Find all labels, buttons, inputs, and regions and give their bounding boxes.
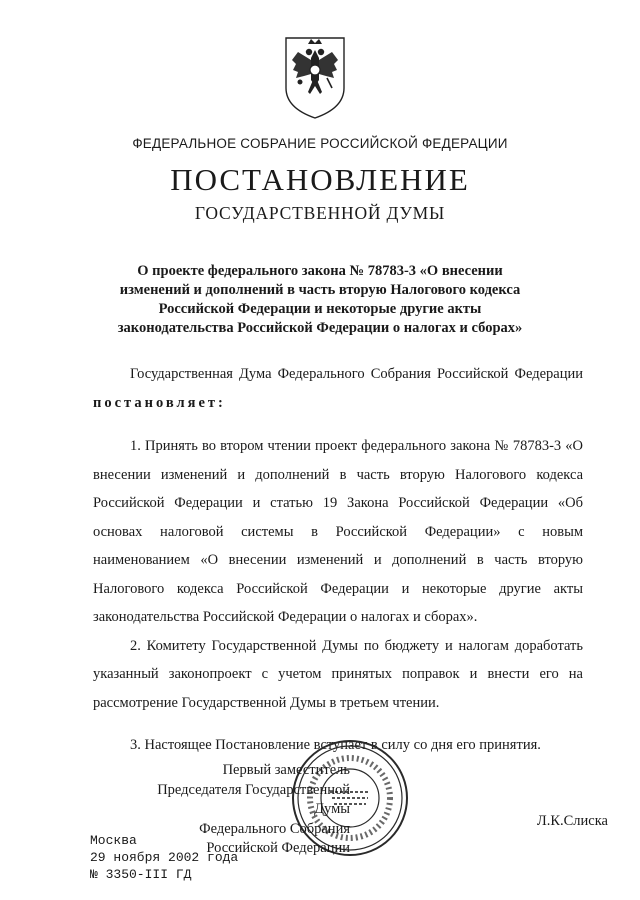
- coat-of-arms-eagle-icon: [280, 30, 350, 120]
- signatory-title-line: Федерального Собрания: [199, 820, 350, 837]
- document-number: № 3350-III ГД: [90, 867, 192, 882]
- signatory-title-line: Председателя Государственной Думы: [157, 781, 350, 817]
- issuer-title: ГОСУДАРСТВЕННОЙ ДУМЫ: [194, 203, 446, 223]
- resolves-keyword: постановляет:: [93, 394, 226, 411]
- assembly-title: ФЕДЕРАЛЬНОЕ СОБРАНИЕ РОССИЙСКОЙ ФЕДЕРАЦИИ: [132, 136, 508, 151]
- resolution-item-1: 1. Принять во втором чтении проект федерального закона № 78783-3 «О внесении изменений и дополнений в часть вторую Налогового кодекса Российской Федерации и статью 19 Закона Российской Федерации «Об основах налоговой системы в Российской Федерации» с новым наименованием «О внесении изменений и дополнений в часть вторую Налогового кодекса Российской Федерации и некоторые другие акты законодательства Российской Федерации о налогах и сборах».: [93, 438, 583, 625]
- document-subject: О проекте федерального закона № 78783-3 «О внесении изменений и дополнений в часть вторую Налогового кодекса Российской Федерации и некоторые другие акты законодательства Российской Федерации о налогах и сборах»: [117, 263, 523, 336]
- date: 29 ноября 2002 года: [90, 850, 239, 865]
- preamble: [93, 360, 583, 417]
- preamble-text: Государственная Дума Федерального Собрания Российской Федерации: [130, 366, 583, 382]
- signatory-title-line: Первый заместитель: [222, 762, 350, 778]
- place: Москва: [90, 833, 137, 848]
- resolution-items: [93, 432, 583, 760]
- signatory-title-line: Российской Федерации: [206, 840, 350, 856]
- document-meta: [90, 832, 238, 883]
- resolution-item-3: 3. Настоящее Постановление вступает в силу со дня его принятия.: [130, 737, 541, 753]
- signatory-name: Л.К.Слиска: [536, 813, 608, 829]
- document-type: ПОСТАНОВЛЕНИЕ: [170, 162, 470, 197]
- resolution-item-2: 2. Комитету Государственной Думы по бюджету и налогам доработать указанный законопроект с учетом принятых поправок и внести его на рассмотрение Государственной Думы в третьем чтении.: [93, 637, 583, 711]
